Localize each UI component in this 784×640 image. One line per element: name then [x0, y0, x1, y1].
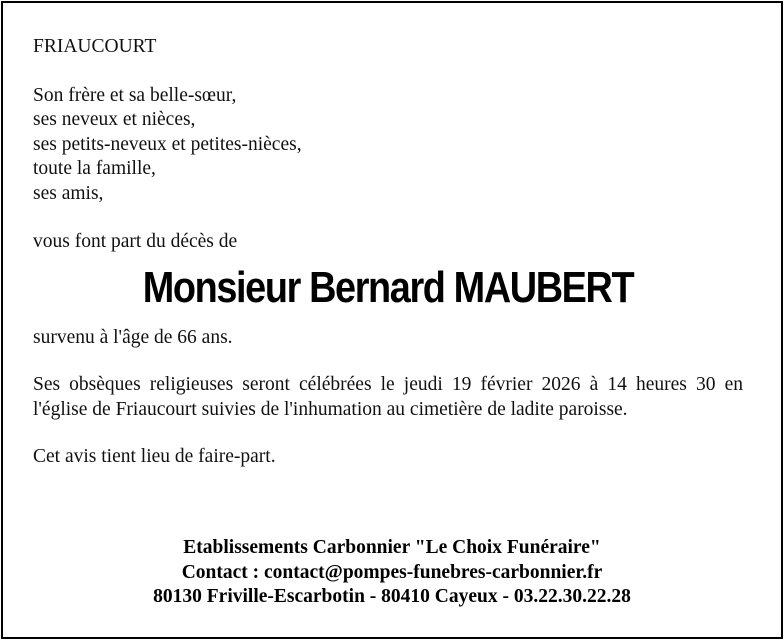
- funeral-details: Ses obsèques religieuses seront célébrées le jeudi 19 février 2026 à 14 heures 30 en l'église de Friaucourt suivies de l'inhumation au cimetière de ladite paroisse.: [33, 374, 743, 420]
- family-line: toute la famille,: [33, 158, 156, 179]
- notice-body: [33, 35, 743, 470]
- funeral-home-contact: Contact : contact@pompes-funebres-carbonnier.fr: [181, 561, 603, 583]
- obituary-notice: [1, 1, 783, 639]
- family-line: ses neveux et nièces,: [33, 109, 196, 130]
- deceased-name: Monsieur Bernard MAUBERT: [142, 262, 634, 312]
- family-line: ses amis,: [33, 182, 104, 204]
- closing-text: Cet avis tient lieu de faire-part.: [33, 446, 276, 467]
- announcement-text: vous font part du décès de: [33, 231, 238, 252]
- funeral-home-footer: [3, 536, 781, 610]
- family-list: [33, 84, 743, 207]
- age-text: survenu à l'âge de 66 ans.: [33, 326, 233, 348]
- funeral-home-address: 80130 Friville-Escarbotin - 80410 Cayeux - 03.22.30.22.28: [153, 586, 631, 607]
- town-name: FRIAUCOURT: [33, 36, 157, 57]
- funeral-home-name: Etablissements Carbonnier "Le Choix Funéraire": [183, 537, 601, 558]
- family-line: Son frère et sa belle-sœur,: [33, 84, 237, 106]
- family-line: ses petits-neveux et petites-nièces,: [33, 133, 302, 155]
